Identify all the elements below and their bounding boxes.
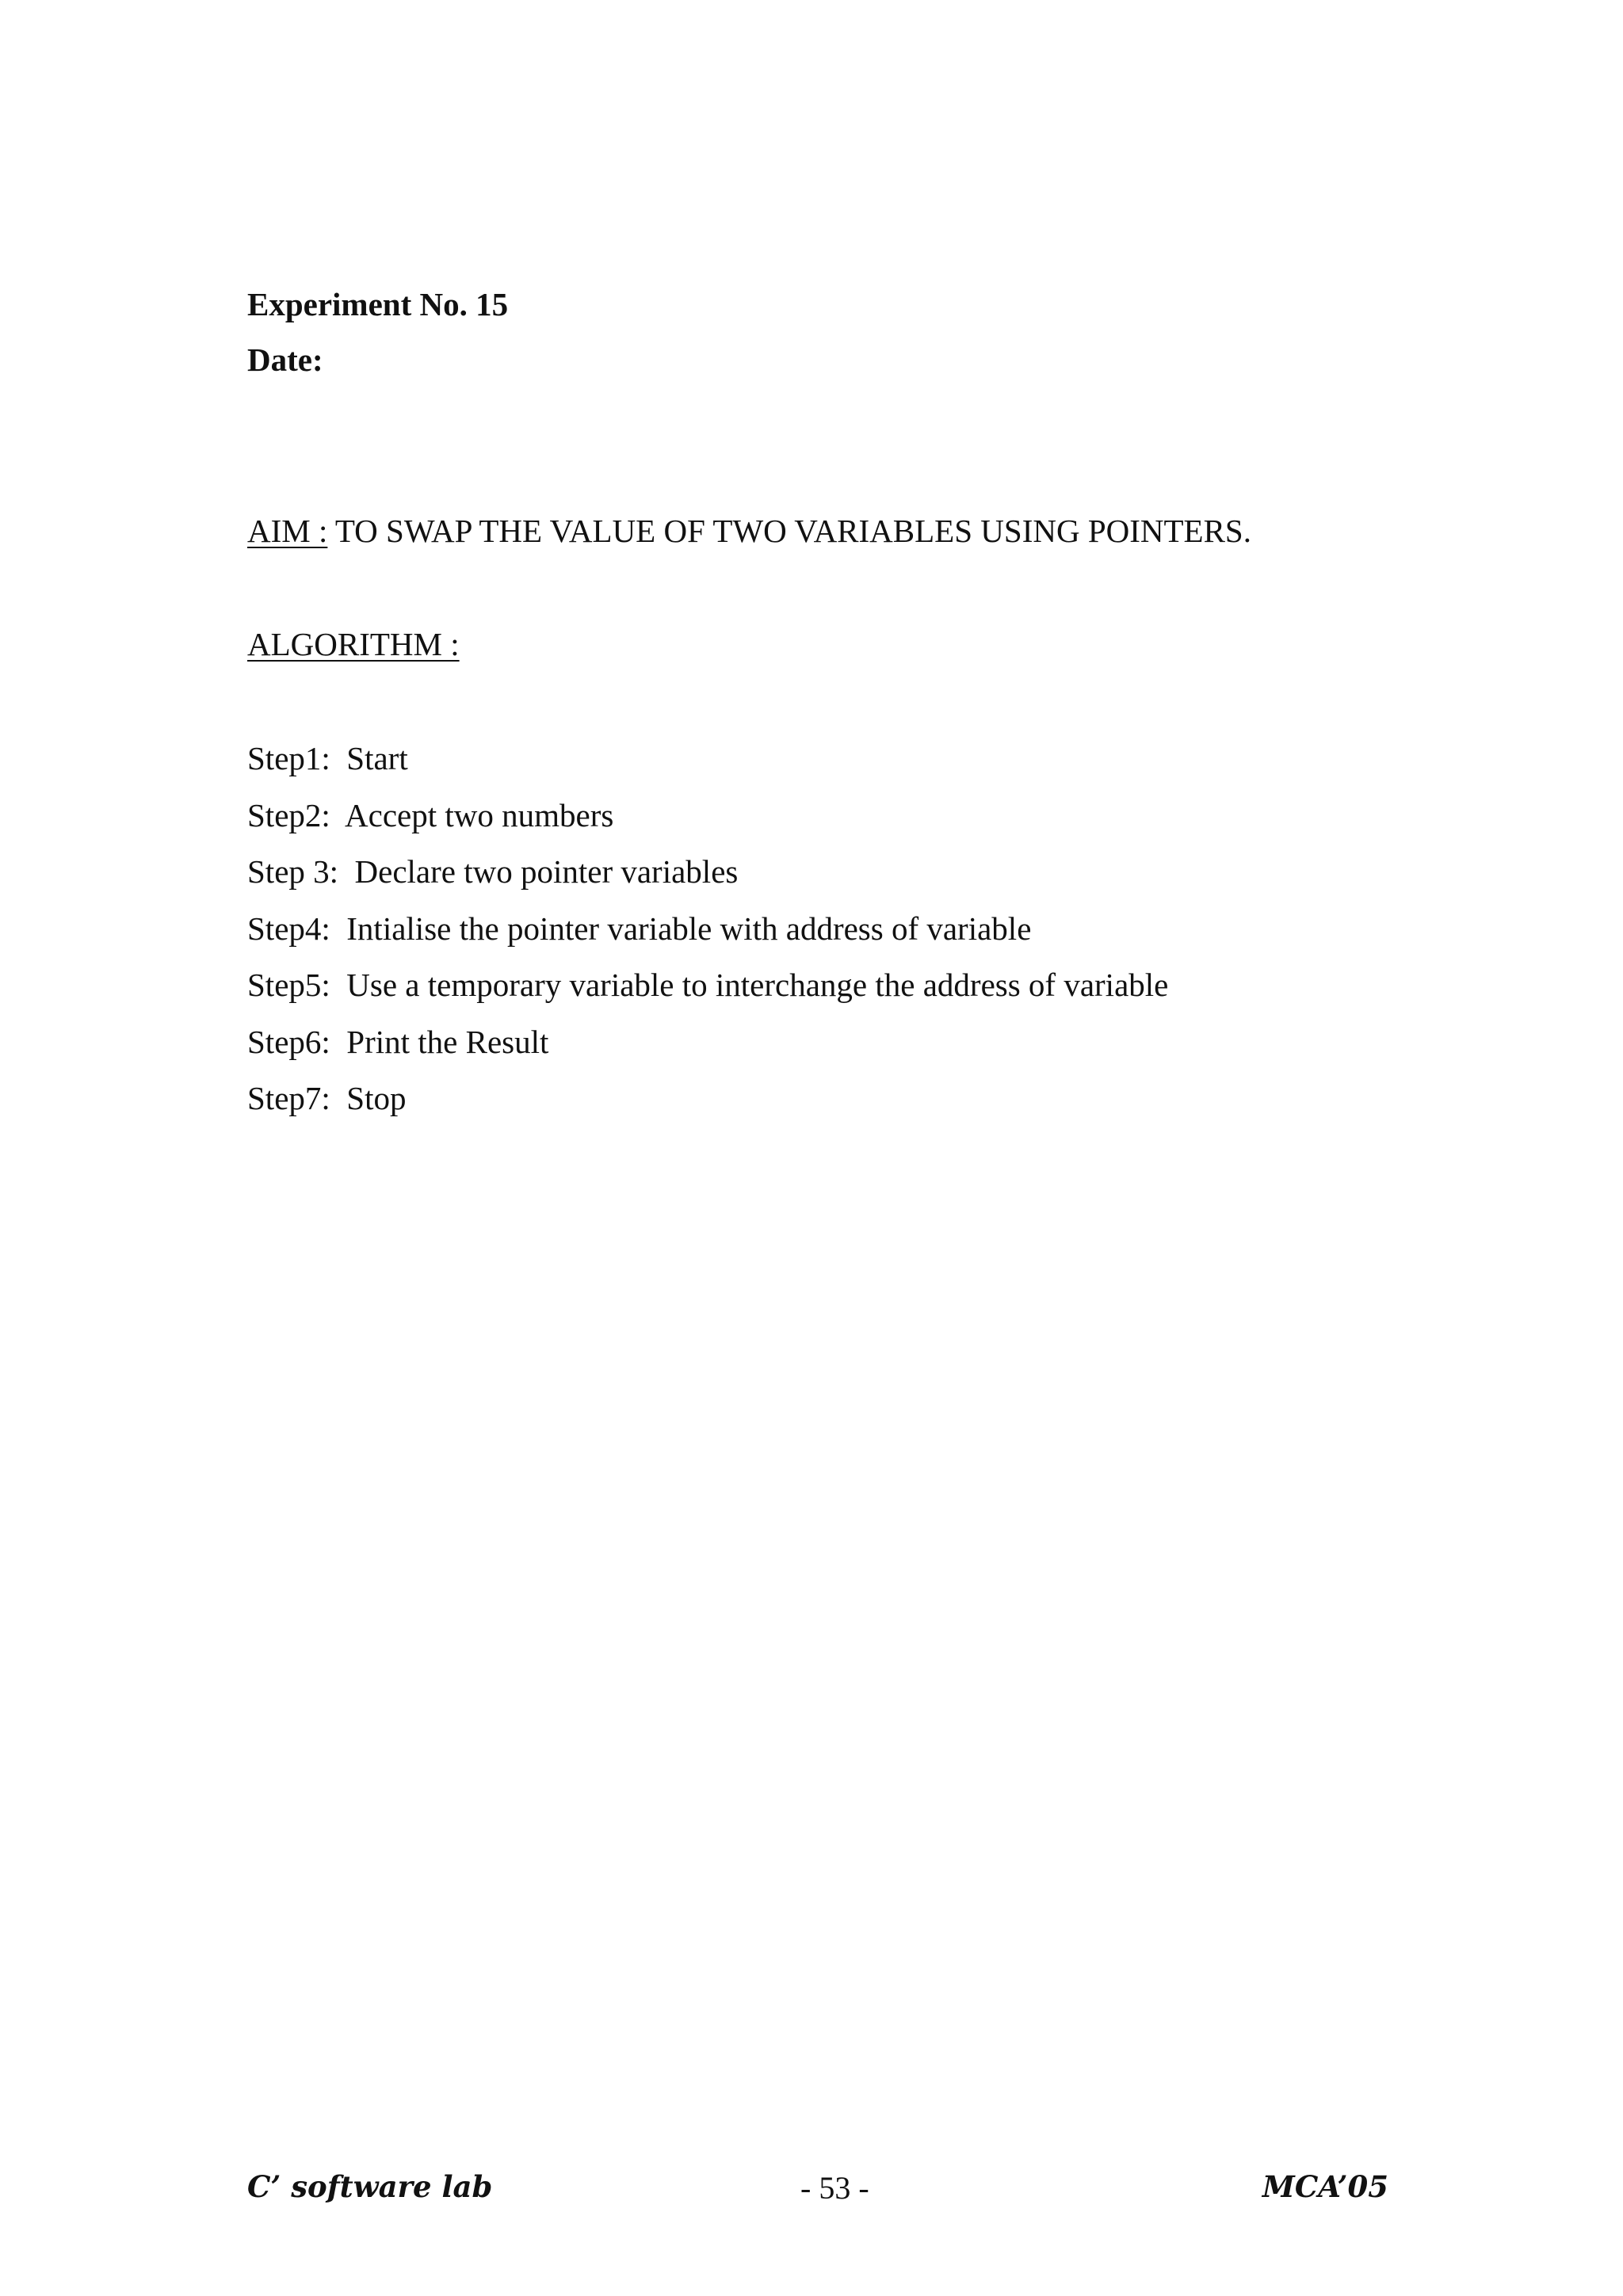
algorithm-step: Step2: Accept two numbers (247, 796, 614, 833)
aim-label: AIM : (247, 513, 328, 549)
algorithm-step: Step7: Stop (247, 1080, 407, 1116)
algorithm-step: Step5: Use a temporary variable to interchange the address of variable (247, 967, 1169, 1003)
aim-text: TO SWAP THE VALUE OF TWO VARIABLES USING POINTERS. (327, 513, 1251, 549)
algorithm-step: Step4: Intialise the pointer variable with address of variable (247, 910, 1032, 947)
date-label: Date: (247, 341, 323, 378)
footer-page-number: - 53 - (800, 2170, 869, 2206)
algorithm-step: Step1: Start (247, 740, 408, 776)
algorithm-heading (247, 628, 460, 661)
experiment-title: Experiment No. 15 (247, 286, 509, 322)
algorithm-step: Step6: Print the Result (247, 1023, 549, 1060)
algorithm-steps (247, 742, 1168, 1139)
algorithm-step: Step 3: Declare two pointer variables (247, 853, 739, 890)
footer-course-name: C’ software lab (247, 2169, 493, 2204)
aim-line (247, 515, 1251, 547)
algorithm-heading-text: ALGORITHM : (247, 626, 460, 662)
footer-batch: MCA’05 (1262, 2169, 1388, 2204)
